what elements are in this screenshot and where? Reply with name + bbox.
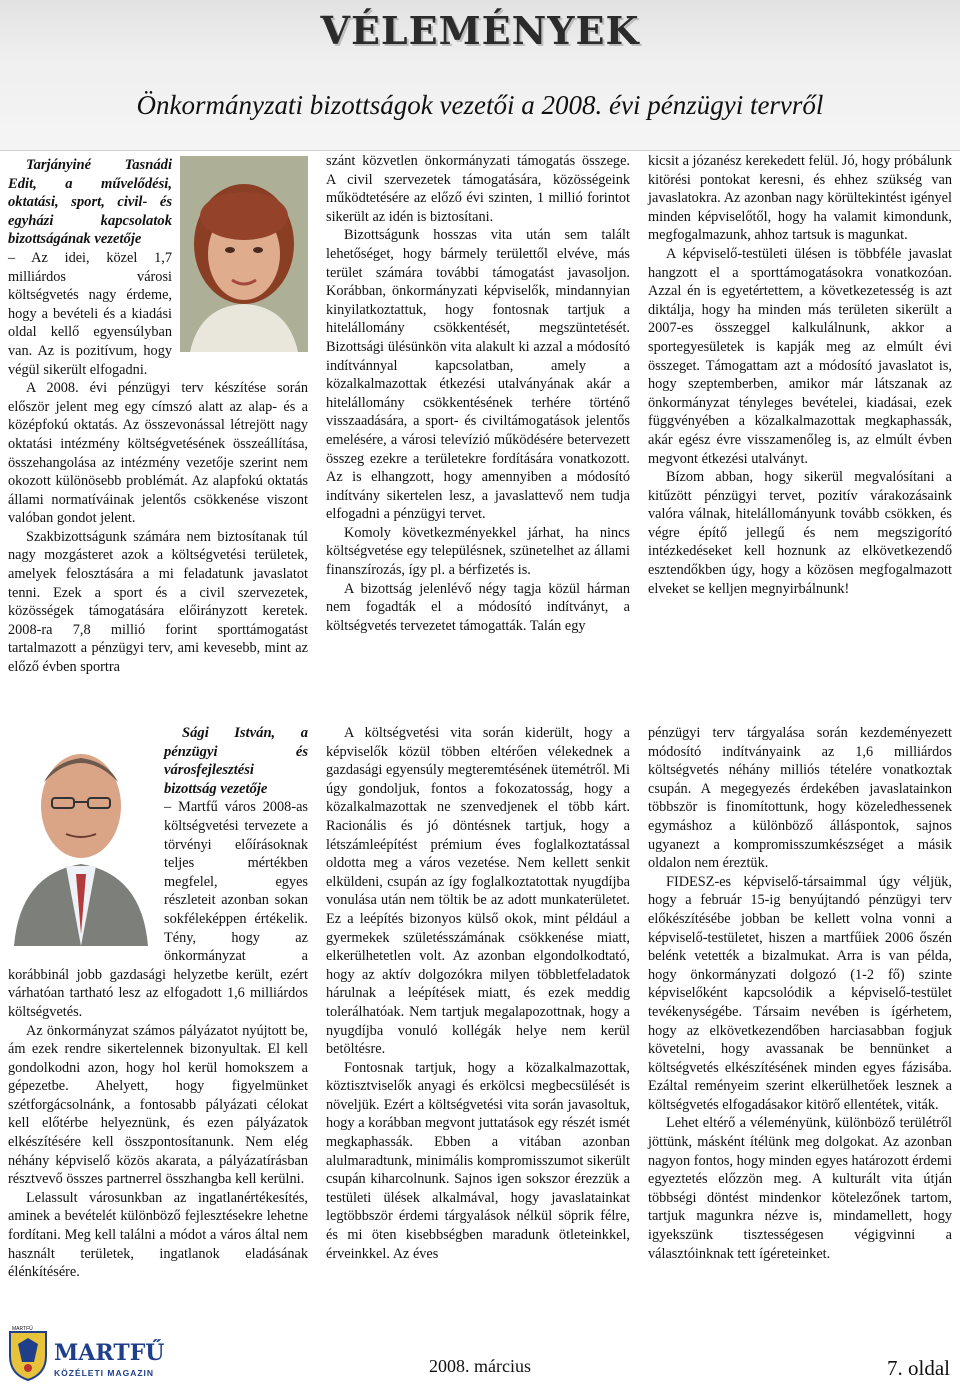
paragraph: Lehet eltérő a véleményünk, különböző terülétről jöttünk, másként ítélünk meg dolgokat. Az azonban nagyon fontos, hogy minden egyes határozott érdemi egyeztetés előzzön meg. A kulturált vita útján többségi döntést mindenkor kötelezőnek tartom, tartjuk magunkra nézve is, mindamellett, hogy igyekszünk tisztességesen végigvinni a választóinknak tett ígéreteinket. [648, 1115, 952, 1262]
paragraph: Bízom abban, hogy sikerül megvalósítani a kitűzött pénzügyi tervet, pozitív várakozásaink valóra válnak, hitelállományunk tovább csökken, és végre építő jellegű és nem megszigorító intézkedéseket kell hoznunk az elkövetkezendő esztendőkben úgy, hogy a közösen megfogalmazott elveket se kelljen megnyirbálnunk! [648, 469, 952, 597]
portrait-man-image [8, 724, 154, 946]
article1-column-2 [326, 152, 630, 635]
issue-date: 2008. március [429, 1356, 531, 1376]
paragraph: szánt közvetlen önkormányzati támogatás összege. A civil szervezetek támogatására, közösségeink működtetésére az előző évi szinten, 1 millió forintot sikerült az idén is biztosítani. [326, 153, 630, 225]
paragraph: Az önkormányzat számos pályázatot nyújtott be, ám ezek rendre sikertelennek bizonyultak. El kell gondolkodni azon, hogy hol kerül homokszem a gépezetbe. Ahelyett, hogy figyelmünket szétforgácsolnánk, a fontosabb pályázati célokat kell előtérbe helyeznünk, és ezen pályázatok elkészítésére kell összpontosítanunk. Nem elég néhány képviselő közös akarata, a pályázatírásban résztvevő összes partnerrel összhangba kell kerülni. [8, 1022, 308, 1188]
logo-subtitle: KÖZÉLETI MAGAZIN [54, 1368, 155, 1378]
article2-byline: Sági István, a pénzügyi és városfejlesztési bizottság vezetője [164, 725, 308, 797]
paragraph: Lelassult városunkban az ingatlanértékesítés, aminek a bevételét különböző fejlesztésekre lehetne fordítani. Meg kell találni a módot a város által nem használt területek, ingatlanok eladásának élénkítésére. [8, 1189, 308, 1281]
logo-title: MARTFŰ [54, 1340, 165, 1366]
paragraph: Komoly következményekkel járhat, ha nincs költségvetése egy településnek, szünetelhet az állami finanszírozás, így pl. a bérfizetés is. [326, 524, 630, 579]
article2-column-2 [326, 724, 630, 1263]
paragraph: Bizottságunk hosszas vita után sem talált lehetőséget, hogy bármely területtől elvéve, más terület számára további támogatást javasoljon. Korábban, önkormányzati képviselők, mindannyian kinyilatkoztattuk, hogy fontosnak tartjuk a hitelállomány csökkentését, megszüntetését. Bizottsági ülésünkön vita alakult ki azzal a módosító indítvánnyal kapcsolatban, amely a közalkalmazottak étkezési utalványának akár a hitelállomány csökkentésének terhére történő visszaadására, a sport- és civiltámogatások jelentős emelésére, a városi televízió működésére betervezett összeg ezekre a területekre fordítására vonatkozott. Az is elhangzott, hogy amennyiben a módosító indítvány sikertelen lesz, a javaslattevő nem tudja elfogadni a pénzügyi tervet. [326, 227, 630, 523]
paragraph: Szakbizottságunk számára nem biztosítanak túl nagy mozgásteret azok a költségvetési területek, amelyek felosztására a mi feladatunk javaslatot tenni. Ezek a sport és a civil szervezetek, közösségek támogatására előirányzott keretek. 2008-ra 7,8 millió forint sporttámogatást tartalmazott a pénzügyi terv, ami kevesebb, mint az előző évben sportra [8, 528, 308, 676]
portrait-photo-man [8, 724, 154, 952]
paragraph: FIDESZ-es képviselő-társaimmal úgy véljük, hogy a február 15-ig benyújtandó pénzügyi terv előkészítésébe jobban be kellett volna vonni a képviselő-testületet, hiszen a martfűiek 2006 őszén belénk vetették a bizalmukat. Arra is van példa, hogy önkormányzati dolgozó (1-2 fő) szinte képviselőként kapcsolódik a képviselő-testület tevékenységébe. Társaim nevében is ígérhetem, hogy az elkövetkezendőben harciasabban fogjuk követelni, hogy avassanak be bennünket a költségvetés elkészítésének minden egyes fázisába. Ezáltal reményeim szerint elkerülhetőek lesznek a költségvetés elfogadásakor kitörő ellentétek, viták. [648, 873, 952, 1113]
paragraph: A költségvetési vita során kiderült, hogy a képviselők közül többen eltérően vélekednek a gazdasági egyensúly megteremtésének ütemétről. Mi úgy gondoljuk, fontos a fokozatosság, hogy a közalkalmazottak ne szenvedjenek el több kárt. Racionális és jó döntésnek tartjuk, hogy a létszámleépítést prémium éves foglalkoztatással oldotta meg a város vezetése. Nem kellett senkit elküldeni, csupán az így foglalkoztatottak nyugdíjba vonulása után nem töltik be az adott munkaterületet. Ez a leépítés bizonyos külső okok, mint például a gyermekek születésszámának csökkenése miatt, elkerülhetetlen volt. Az azonban elgondolkodtató, hogy az aktív dolgozókra milyen többletfeladatok hárulnak a leépítések miatt, és ezek meddig tolerálhatóak. Nem tartjuk megalapozottnak, hogy a nyugdíjba vonuló kollégák helye nem kerül betöltésre. [326, 725, 630, 1058]
headline: Önkormányzati bizottságok vezetői a 2008. évi pénzügyi tervről [136, 90, 824, 120]
logo-small-text: MARTFŰ [12, 1326, 33, 1332]
article1-column-1 [8, 156, 308, 677]
article1-column-3 [648, 152, 952, 598]
paragraph: kicsit a józanész kerekedett felül. Jó, hogy próbálunk kitörési pontokat keresni, és ehhez szükség van javaslatokra. Az azonban nagy körültekintést igényel minden képviselőtől, hogy ha valamit kimondunk, megfogalmazunk, ahhoz tartsuk is magunkat. [648, 153, 952, 244]
article1-byline: Tarjányiné Tasnádi Edit, a művelődési, oktatási, sport, civil- és egyházi kapcsolatok bizottságának vezetője [8, 157, 172, 248]
paragraph: A 2008. évi pénzügyi terv készítése során először jelent meg egy címszó alatt az alap- és a középfokú oktatás. Az összevonással létrejött nagy oktatási intézmény költségvetésének összeállítása, összehangolása az intézmény vezetője szerint nem okozott különösebb problémát. Az alapfokú oktatás állami normatíváinak jelentős csökkenése viszont valóban gondot jelent. [8, 380, 308, 527]
paragraph: Fontosnak tartjuk, hogy a közalkalmazottak, köztisztviselők anyagi és erkölcsi megbecsülését is növeljük. Ezért a költségvetési vita során javasoltuk, hogy a korábban megvont juttatások egy részét ismét megkaphassák. Ebben a vitában azonban alulmaradtunk, minimális kompromisszumot sikerült csupán kiharcolnunk. Sajnos igen sokszor érezzük a testületi ülések alkalmával, hogy javaslatainkat legtöbbször érdemi tárgyalások nélkül söprik félre, és mi öten kisebbségben maradunk ötleteinkkel, érveinkkel. Az éves [326, 1059, 630, 1262]
portrait-woman-image [180, 156, 308, 352]
article2-column-3 [648, 724, 952, 1263]
portrait-photo-woman [180, 156, 308, 352]
paragraph: A bizottság jelenlévő négy tagja közül hárman nem fogadták el a módosító indítványt, a költségvetés tervezetet támogatták. Talán egy [326, 580, 630, 634]
article2-column-1 [8, 724, 308, 1282]
page-number: 7. oldal [887, 1356, 950, 1380]
section-title: VÉLEMÉNYEK [320, 8, 640, 53]
paragraph: – Az idei, közel 1,7 milliárdos városi költségvetés nagy érdeme, hogy a bevételi és a kiadási oldal kellő egyensúlyban van. Az is pozitívum, hogy végül sikerült elfogadni. [8, 249, 172, 378]
paragraph: A képviselő-testületi ülésen is többféle javaslat hangzott el a sporttámogatásokra vonatkozóan. Azzal én is egyetértettem, a következetesség is azt diktálja, hogy ha minden más területen sikerült a 2007-es összeggel kalkulálnunk, akkor a sportegyesületek is kapják meg az elmúlt évi összeget. Támogattam azt a módosító javaslatot is, hogy szeptemberben, amikor már látszanak az önkormányzat tényleges bevételei, kiadásai, ezek függvényében a közalkalmazottak megkaphassák, akár egész évre visszamenőleg is, az elmúlt évben megvont étkezési utalványt. [648, 245, 952, 467]
paragraph: – Martfű város 2008-as költségvetési tervezete a törvényi előírásoknak teljes mértékben megfelel, egyes részleteit azonban sokan sokféleképpen értékelik. Tény, hogy az önkormányzat a korábbinál jobb gazdasági helyzetbe került, ezért várhatóan tartható lesz az elfogadott 1,6 milliárdos költségvetés. [8, 799, 308, 1020]
paragraph: pénzügyi terv tárgyalása során kezdeményezett módosító indítványaink az 1,6 milliárdos költségvetés néhány milliós tételére vonatkoztak csupán. A megegyezés érdekében javaslatainkon többször is finomítottunk, hogy közeledhessenek egymáshoz a különböző álláspontok, sajnos ugyanezt a kompromisszumkészséget a másik oldalon nem éreztük. [648, 725, 952, 872]
